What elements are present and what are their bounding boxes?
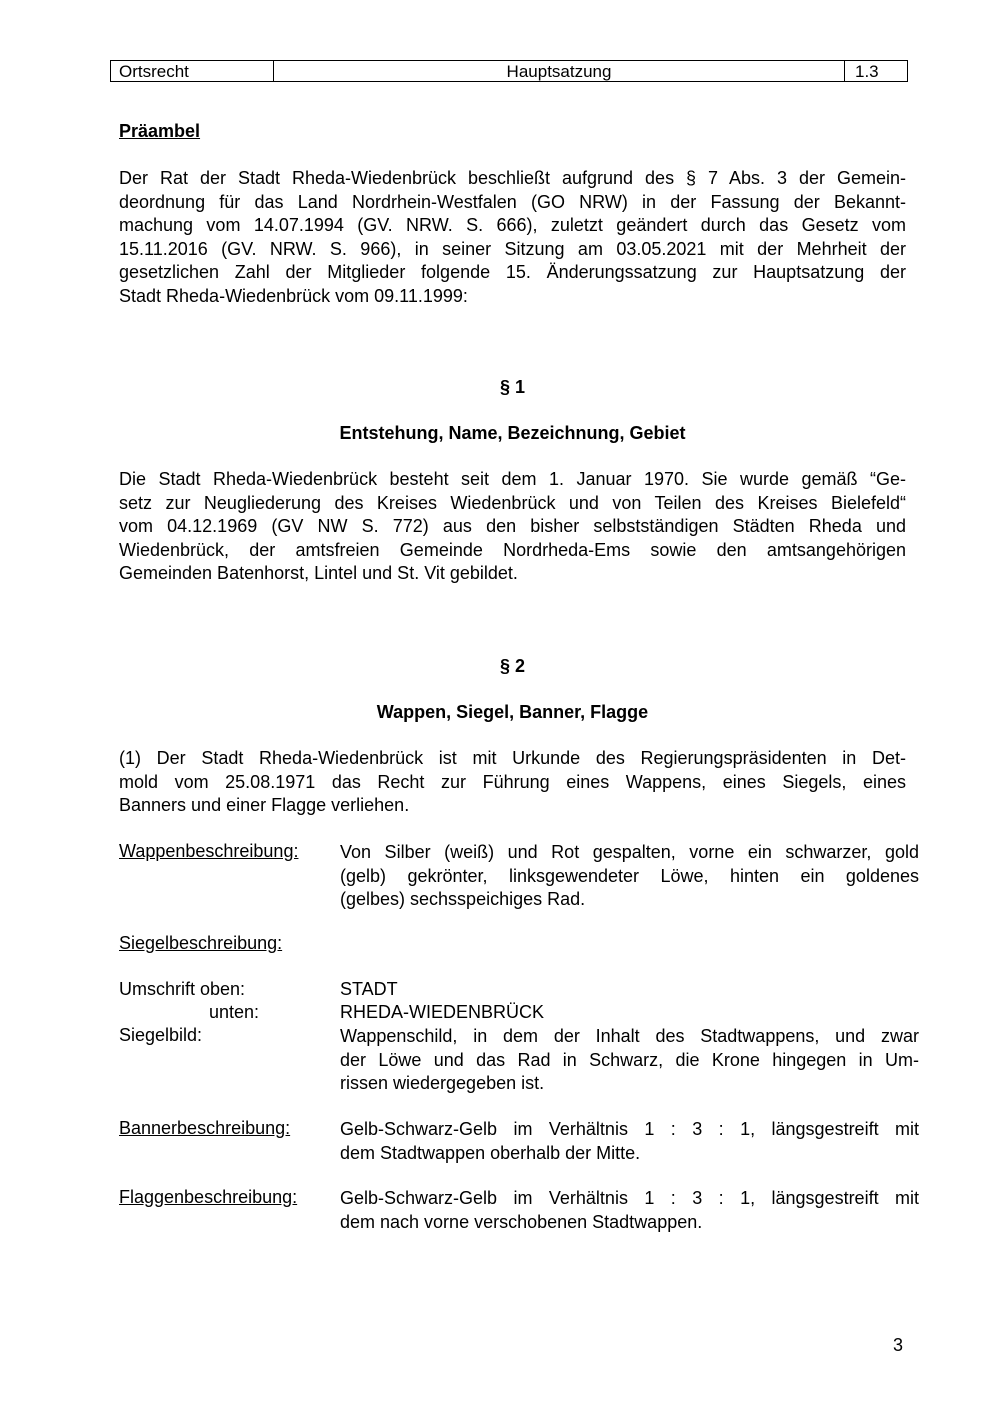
text-line: rissen wiedergegeben ist. [340,1073,545,1094]
text-line: Gelb-Schwarz-Gelb im Verhältnis 1 : 3 : 1, längsgestreift mit [340,1188,919,1208]
header-number: 1.3 [855,61,879,81]
page-number: 3 [893,1335,904,1355]
text-line: gesetzlichen Zahl der Mitglieder folgende 15. Änderungssatzung zur Hauptsatzung der [119,262,906,283]
siegel-label: Siegelbeschreibung: [119,933,283,953]
wappen-label: Wappenbeschreibung: [119,841,299,861]
umschrift-oben-label: Umschrift oben: [119,979,246,999]
preamble-text [119,167,906,309]
section-2-number: § 2 [499,656,526,676]
text-line: Wappenschild, in dem der Inhalt des Stadtwappens, und zwar [340,1026,919,1046]
header-category: Ortsrecht [111,61,274,81]
section-2-title: Wappen, Siegel, Banner, Flagge [376,702,649,722]
text-line: Die Stadt Rheda-Wiedenbrück besteht seit dem 1. Januar 1970. Sie wurde gemäß “Ge- [119,469,906,489]
text-line: 15.11.2016 (GV. NRW. S. 966), in seiner Sitzung am 03.05.2021 mit der Mehrheit der [119,238,906,259]
text-line: (gelbes) sechsspeichiges Rad. [340,889,586,910]
text-line: der Löwe und das Rad in Schwarz, die Krone hingegen in Um- [340,1049,919,1070]
banner-label: Bannerbeschreibung: [119,1118,291,1138]
text-line: Banners und einer Flagge verliehen. [119,795,410,816]
preamble-heading: Präambel [119,121,201,141]
section-1-number: § 1 [499,377,526,397]
siegelbild-description [340,1025,919,1096]
text-line: deordnung für das Land Nordrhein-Westfalen (GO NRW) in der Fassung der Bekannt- [119,191,906,212]
text-line: Gelb-Schwarz-Gelb im Verhältnis 1 : 3 : 1, längsgestreift mit [340,1119,919,1139]
section-2-text [119,747,906,818]
wappen-description [340,841,919,912]
flagge-description [340,1187,919,1234]
umschrift-unten-label: unten: [209,1002,260,1022]
umschrift-unten-value: RHEDA-WIEDENBRÜCK [340,1002,545,1022]
flagge-label: Flaggenbeschreibung: [119,1187,298,1207]
siegelbild-label: Siegelbild: [119,1025,203,1045]
umschrift-oben-value: STADT [340,979,398,999]
section-1-text [119,468,906,586]
text-line: setz zur Neugliederung des Kreises Wiedenbrück und von Teilen des Kreises Bielefeld“ [119,492,906,513]
text-line: dem Stadtwappen oberhalb der Mitte. [340,1142,641,1163]
banner-description [340,1118,919,1165]
text-line: mold vom 25.08.1971 das Recht zur Führung eines Wappens, eines Siegels, eines [119,771,906,792]
header-title: Hauptsatzung [274,61,845,81]
text-line: Von Silber (weiß) und Rot gespalten, vorne ein schwarzer, gold [340,842,919,862]
text-line: (1) Der Stadt Rheda-Wiedenbrück ist mit Urkunde des Regierungspräsidenten in Det- [119,748,906,768]
text-line: (gelb) gekrönter, linksgewendeter Löwe, hinten ein goldenes [340,865,919,886]
text-line: Gemeinden Batenhorst, Lintel und St. Vit gebildet. [119,563,518,584]
text-line: Wiedenbrück, der amtsfreien Gemeinde Nordrheda-Ems sowie den amtsangehörigen [119,539,906,560]
text-line: Stadt Rheda-Wiedenbrück vom 09.11.1999: [119,285,468,306]
text-line: vom 04.12.1969 (GV NW S. 772) aus den bisher selbstständigen Städten Rheda und [119,516,906,537]
section-1-title: Entstehung, Name, Bezeichnung, Gebiet [339,423,686,443]
text-line: machung vom 14.07.1994 (GV. NRW. S. 666), zuletzt geändert durch das Gesetz vom [119,215,906,236]
text-line: dem nach vorne verschobenen Stadtwappen. [340,1211,703,1232]
document-header [110,60,908,82]
text-line: Der Rat der Stadt Rheda-Wiedenbrück beschließt aufgrund des § 7 Abs. 3 der Gemein- [119,168,906,188]
